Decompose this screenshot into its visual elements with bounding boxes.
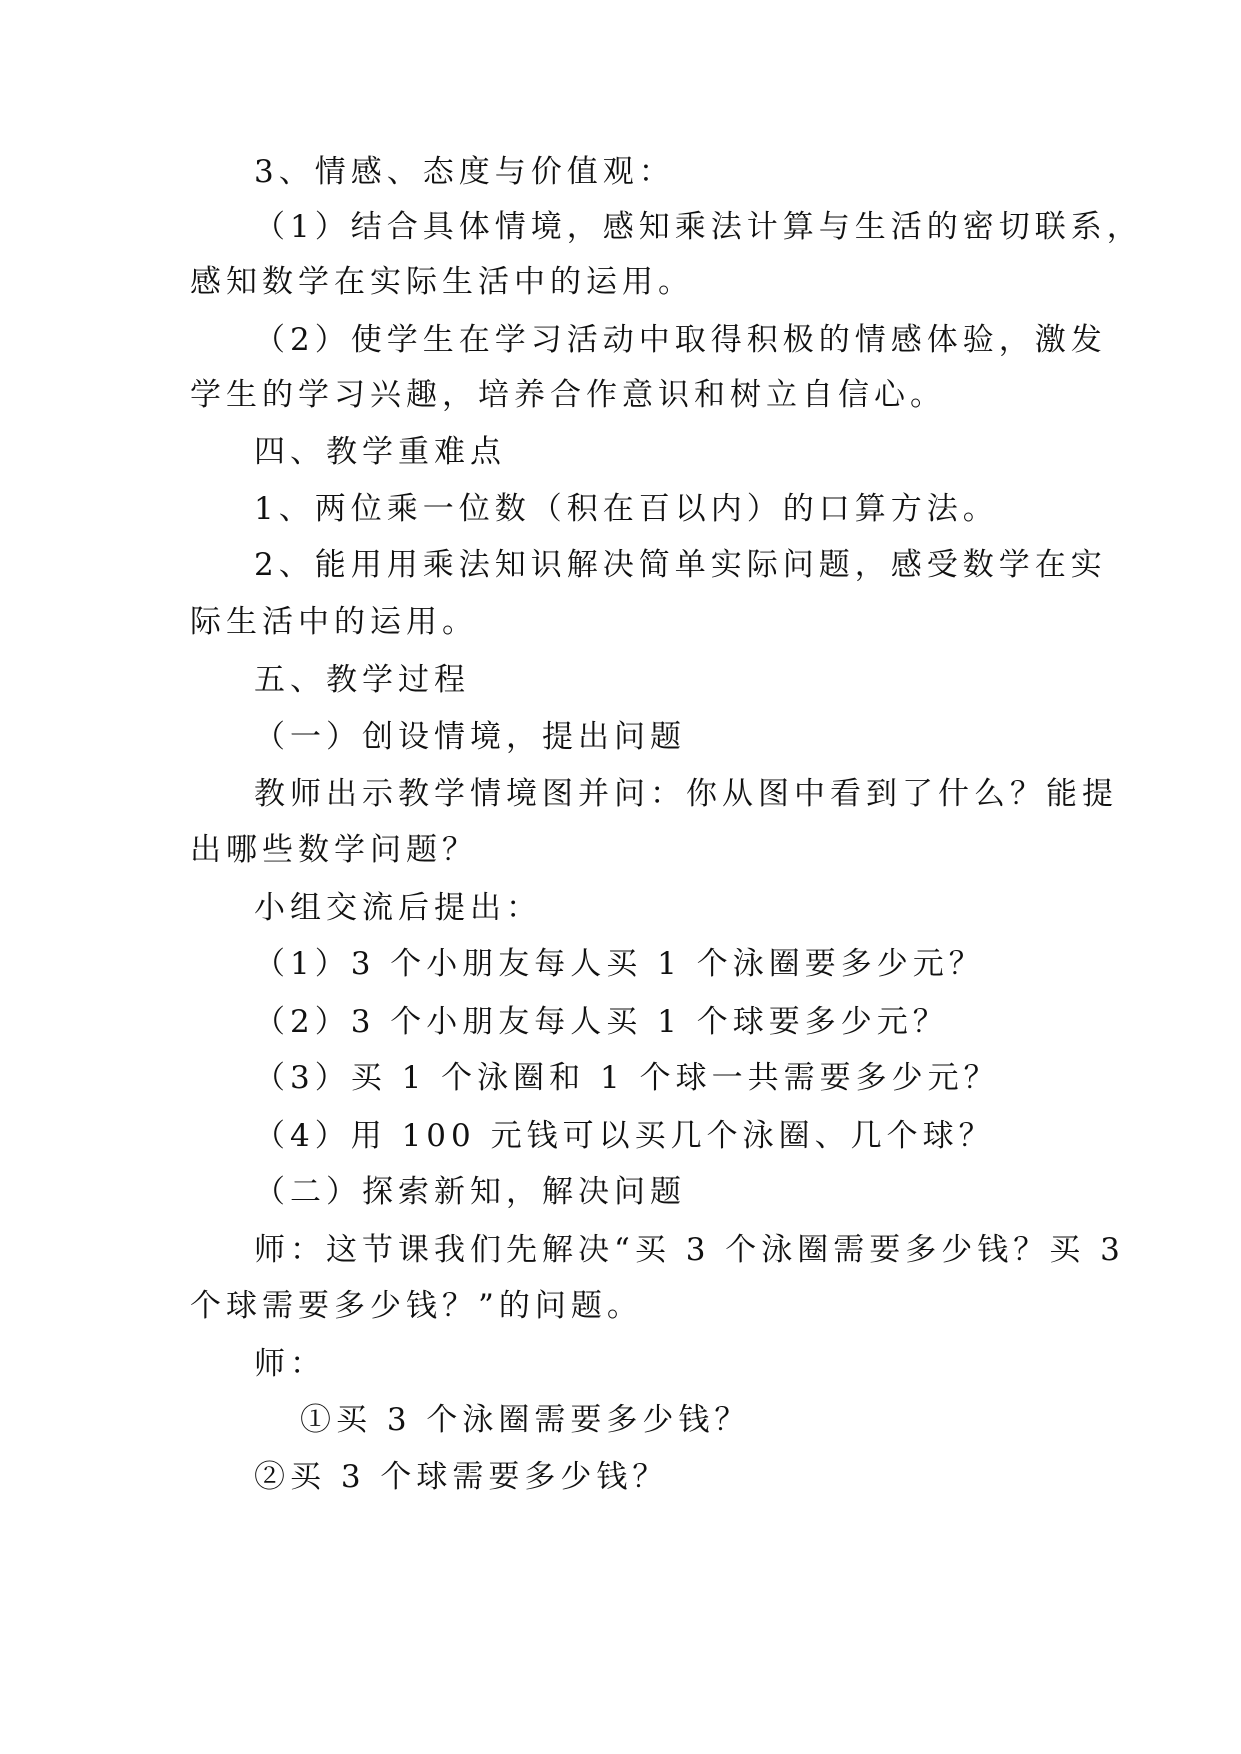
paragraph-line: 际生活中的运用。 xyxy=(190,604,478,640)
list-item: （4）用 100 元钱可以买几个泳圈、几个球？ xyxy=(254,1118,995,1154)
paragraph-line: 2、能用用乘法知识解决简单实际问题，感受数学在实 xyxy=(254,547,1107,583)
paragraph-line: 1、两位乘一位数（积在百以内）的口算方法。 xyxy=(254,491,999,527)
list-item: ②买 3 个球需要多少钱？ xyxy=(254,1459,669,1495)
section-heading-process: 五、教学过程 xyxy=(254,662,470,698)
list-item: （2）3 个小朋友每人买 1 个球要多少元？ xyxy=(254,1004,949,1040)
paragraph-line: 出哪些数学问题？ xyxy=(190,832,478,868)
paragraph-line: （1）结合具体情境，感知乘法计算与生活的密切联系， xyxy=(254,209,1143,245)
section-heading-emotion: 3、情感、态度与价值观： xyxy=(254,154,675,190)
paragraph-line: 师： xyxy=(254,1346,326,1382)
list-item: （3）买 1 个泳圈和 1 个球一共需要多少元？ xyxy=(254,1060,1000,1096)
list-item: ①买 3 个泳圈需要多少钱？ xyxy=(300,1402,751,1438)
list-item: （1）3 个小朋友每人买 1 个泳圈要多少元？ xyxy=(254,946,985,982)
paragraph-line: 师：这节课我们先解决“买 3 个泳圈需要多少钱？买 3 xyxy=(254,1232,1125,1268)
paragraph-line: （2）使学生在学习活动中取得积极的情感体验，激发 xyxy=(254,322,1107,358)
paragraph-line: 感知数学在实际生活中的运用。 xyxy=(190,264,694,300)
paragraph-line: 个球需要多少钱？”的问题。 xyxy=(190,1288,643,1324)
subsection-heading: （二）探索新知，解决问题 xyxy=(254,1174,686,1210)
subsection-heading: （一）创设情境，提出问题 xyxy=(254,719,686,755)
paragraph-line: 小组交流后提出： xyxy=(254,890,542,926)
paragraph-line: 教师出示教学情境图并问：你从图中看到了什么？能提 xyxy=(254,776,1118,812)
paragraph-line: 学生的学习兴趣，培养合作意识和树立自信心。 xyxy=(190,377,946,413)
section-heading-key-points: 四、教学重难点 xyxy=(254,434,506,470)
